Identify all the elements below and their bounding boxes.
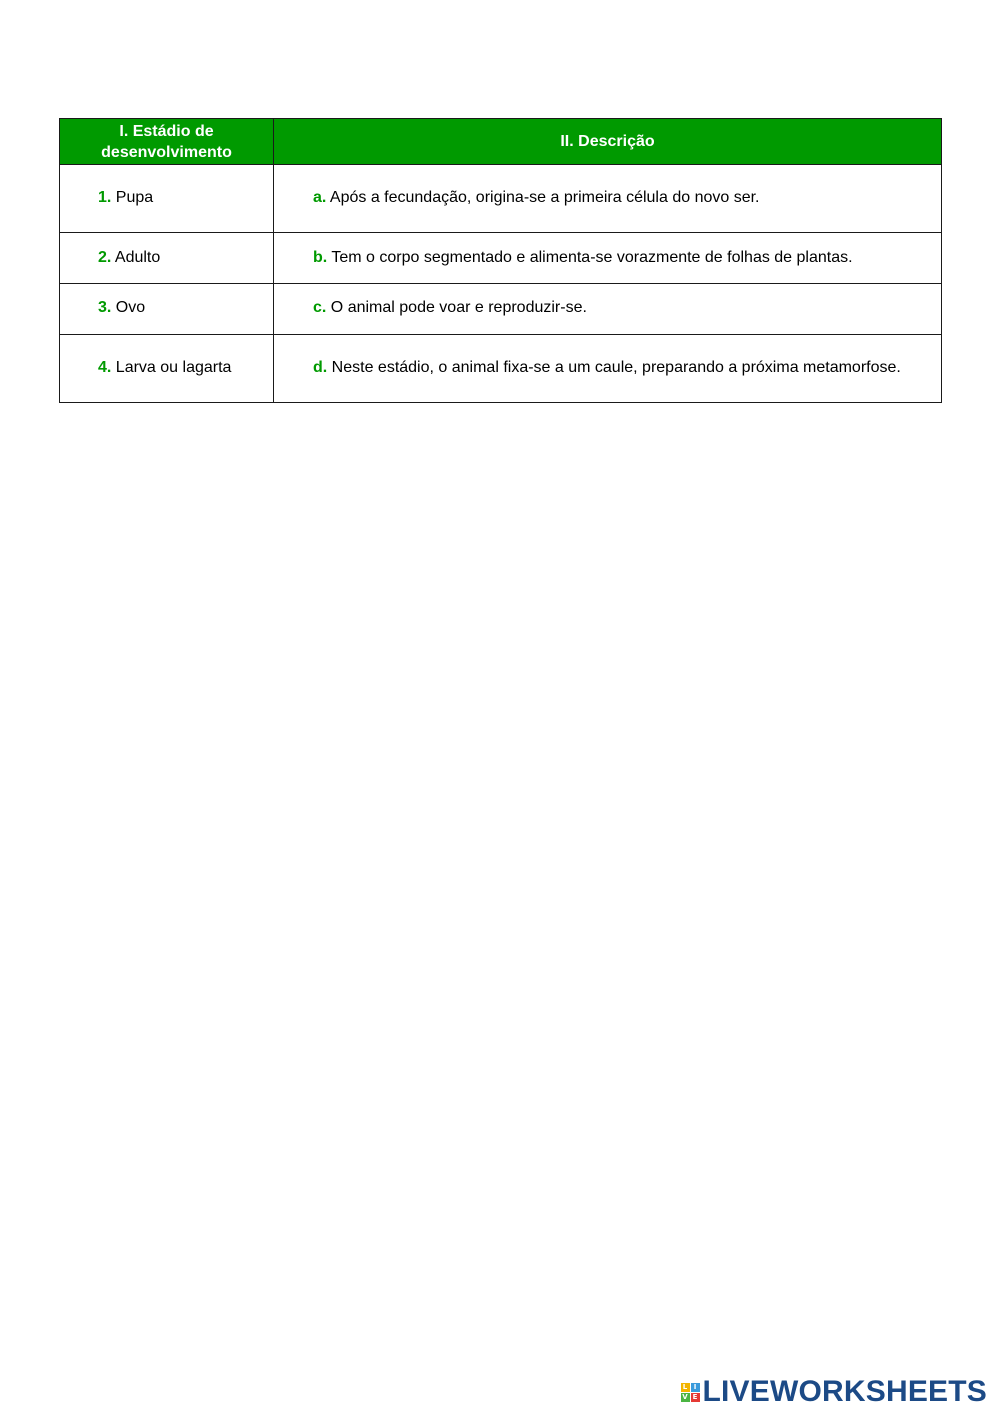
stage-cell: [60, 233, 274, 284]
stage-number: 2.: [98, 249, 112, 266]
table-row: [60, 233, 942, 284]
description-letter: d.: [313, 358, 328, 376]
table-row: [60, 284, 942, 335]
stage-label: Adulto: [114, 249, 161, 266]
stage-cell: [60, 335, 274, 403]
header-stage-line1: I. Estádio de: [119, 122, 214, 140]
logo-wordmark: LIVEWORKSHEETS: [702, 1375, 987, 1408]
stage-number: 4.: [98, 358, 112, 376]
header-stage-line2: desenvolvimento: [101, 143, 232, 161]
description-text: Neste estádio, o animal fixa-se a um caule, preparando a próxima metamorfose.: [331, 358, 901, 376]
table-row: [60, 335, 942, 403]
matching-table: [59, 118, 942, 403]
header-description: II. Descrição: [274, 119, 942, 165]
logo-mark-letter: L: [681, 1383, 690, 1392]
description-text: Tem o corpo segmentado e alimenta-se vorazmente de folhas de plantas.: [331, 249, 853, 266]
description-letter: c.: [313, 299, 327, 316]
stage-label: Larva ou lagarta: [115, 358, 232, 376]
logo-mark-letter: V: [682, 1392, 688, 1401]
table-header-row: [60, 119, 942, 165]
description-letter: a.: [313, 188, 327, 206]
stage-cell: [60, 165, 274, 233]
liveworksheets-logo: [681, 1377, 988, 1407]
description-cell: [274, 165, 942, 233]
stage-number: 1.: [98, 188, 112, 206]
description-letter: b.: [313, 249, 328, 266]
logo-mark-letter: I: [691, 1383, 700, 1392]
description-text: Após a fecundação, origina-se a primeira célula do novo ser.: [329, 188, 760, 206]
description-text: O animal pode voar e reproduzir-se.: [330, 299, 587, 316]
liveworksheets-mark-icon: [681, 1383, 700, 1402]
logo-mark-letter: E: [691, 1393, 700, 1402]
stage-label: Pupa: [115, 188, 154, 206]
stage-number: 3.: [98, 299, 112, 316]
description-cell: [274, 233, 942, 284]
stage-label: Ovo: [115, 299, 146, 316]
description-cell: [274, 284, 942, 335]
table-row: [60, 165, 942, 233]
description-cell: [274, 335, 942, 403]
stage-cell: [60, 284, 274, 335]
header-stage: [60, 119, 274, 165]
